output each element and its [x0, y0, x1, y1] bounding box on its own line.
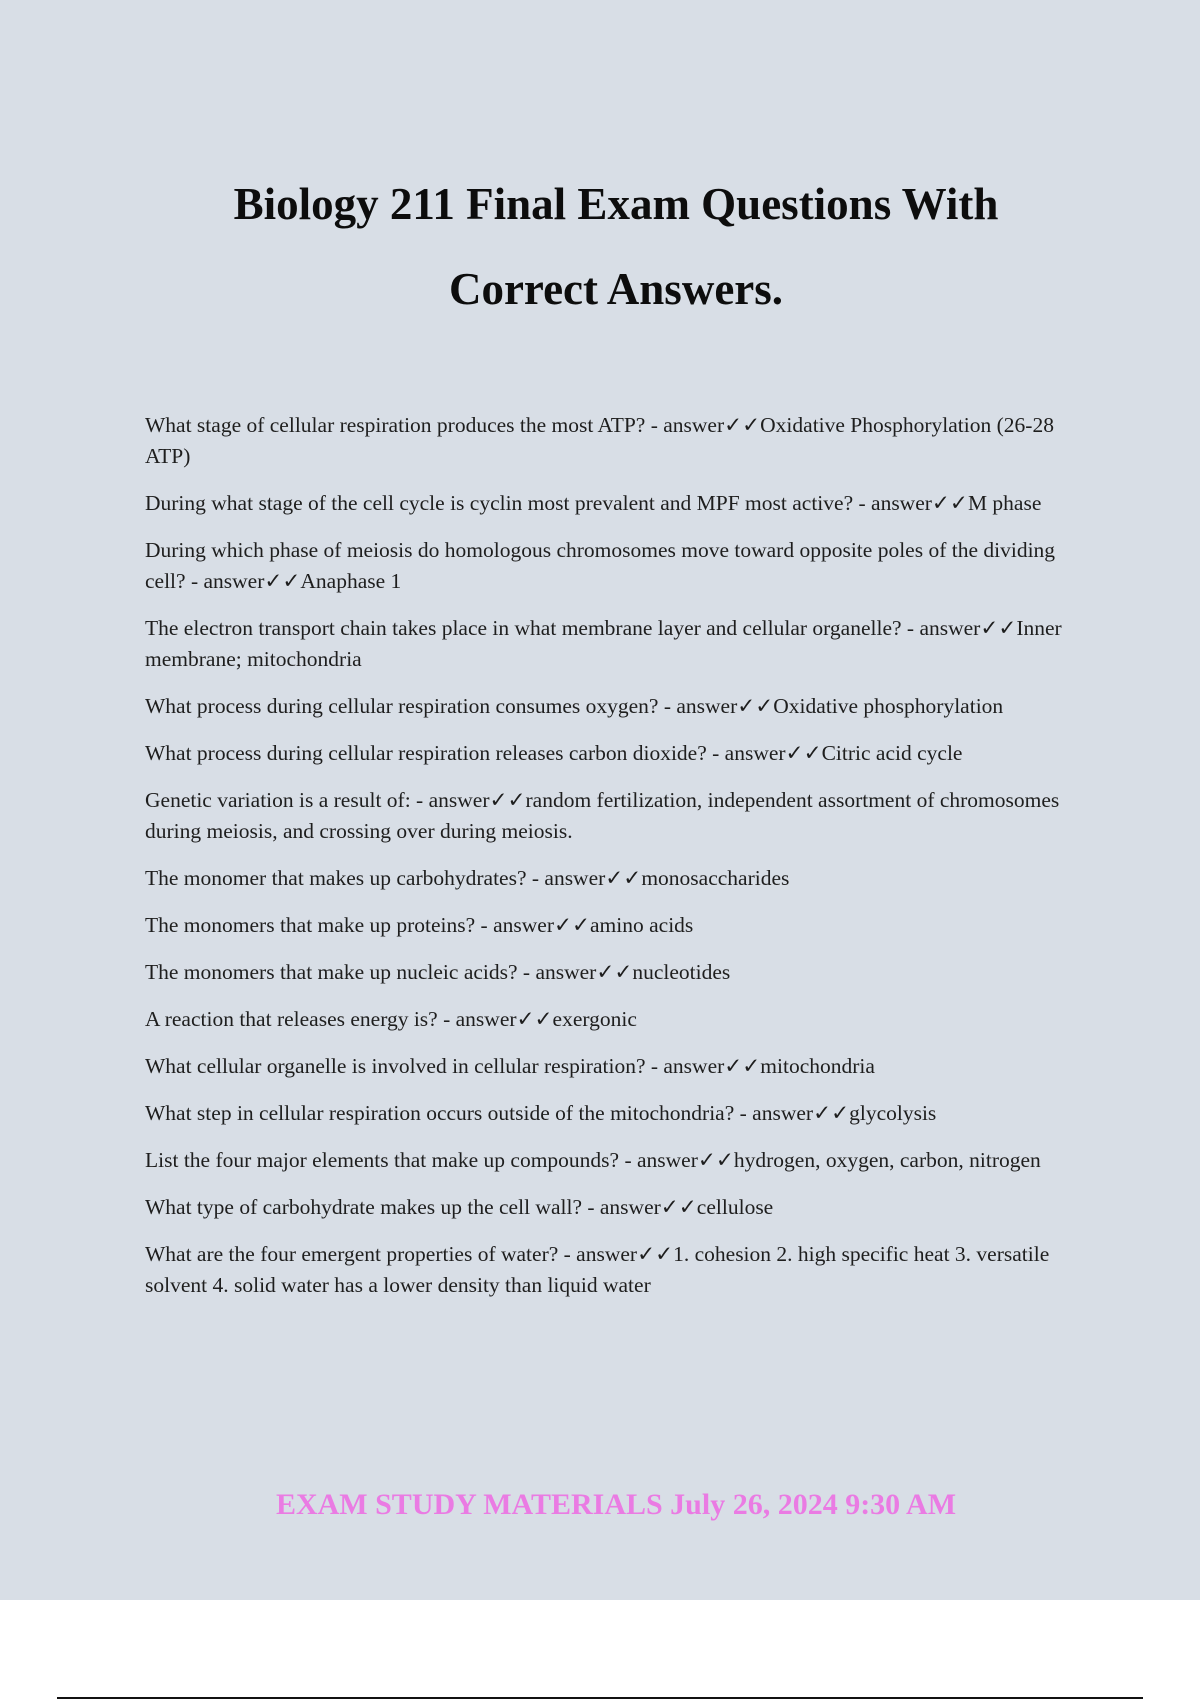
document-title — [100, 162, 1132, 332]
question-item: What cellular organelle is involved in cellular respiration? - answer✓✓mitochondria — [145, 1054, 875, 1078]
question-item: What process during cellular respiration consumes oxygen? - answer✓✓Oxidative phosphorylation — [145, 694, 1004, 718]
title-line-1: Biology 211 Final Exam Questions With — [233, 179, 999, 229]
question-item: What type of carbohydrate makes up the cell wall? - answer✓✓cellulose — [145, 1195, 774, 1219]
title-line-2: Correct Answers. — [448, 264, 784, 314]
question-item: The monomers that make up nucleic acids? - answer✓✓nucleotides — [145, 960, 731, 984]
question-item: The monomers that make up proteins? - answer✓✓amino acids — [145, 913, 694, 937]
question-item: During which phase of meiosis do homologous chromosomes move toward opposite poles of the dividing cell? - answer✓✓Anaphase 1 — [145, 538, 1056, 593]
question-item: During what stage of the cell cycle is cyclin most prevalent and MPF most active? - answer✓✓M phase — [145, 491, 1042, 515]
question-item: What process during cellular respiration releases carbon dioxide? - answer✓✓Citric acid cycle — [145, 741, 963, 765]
question-item: List the four major elements that make up compounds? - answer✓✓hydrogen, oxygen, carbon, nitrogen — [145, 1148, 1041, 1172]
question-item: The electron transport chain takes place in what membrane layer and cellular organelle? - answer✓✓Inner membrane; mitochondria — [145, 616, 1062, 671]
question-item: What step in cellular respiration occurs outside of the mitochondria? - answer✓✓glycolysis — [145, 1101, 937, 1125]
question-answer-list — [145, 410, 1090, 1317]
question-item: What are the four emergent properties of water? - answer✓✓1. cohesion 2. high specific heat 3. versatile solvent 4. solid water has a lower density than liquid water — [145, 1242, 1050, 1297]
question-item: What stage of cellular respiration produces the most ATP? - answer✓✓Oxidative Phosphorylation (26-28 ATP) — [145, 413, 1054, 468]
question-item: A reaction that releases energy is? - answer✓✓exergonic — [145, 1007, 637, 1031]
footer-watermark: EXAM STUDY MATERIALS July 26, 2024 9:30 AM — [275, 1488, 957, 1521]
page-divider — [57, 1697, 1143, 1699]
question-item: The monomer that makes up carbohydrates? - answer✓✓monosaccharides — [145, 866, 790, 890]
question-item: Genetic variation is a result of: - answer✓✓random fertilization, independent assortment of chromosomes during meiosis, and crossing over during meiosis. — [145, 788, 1060, 843]
